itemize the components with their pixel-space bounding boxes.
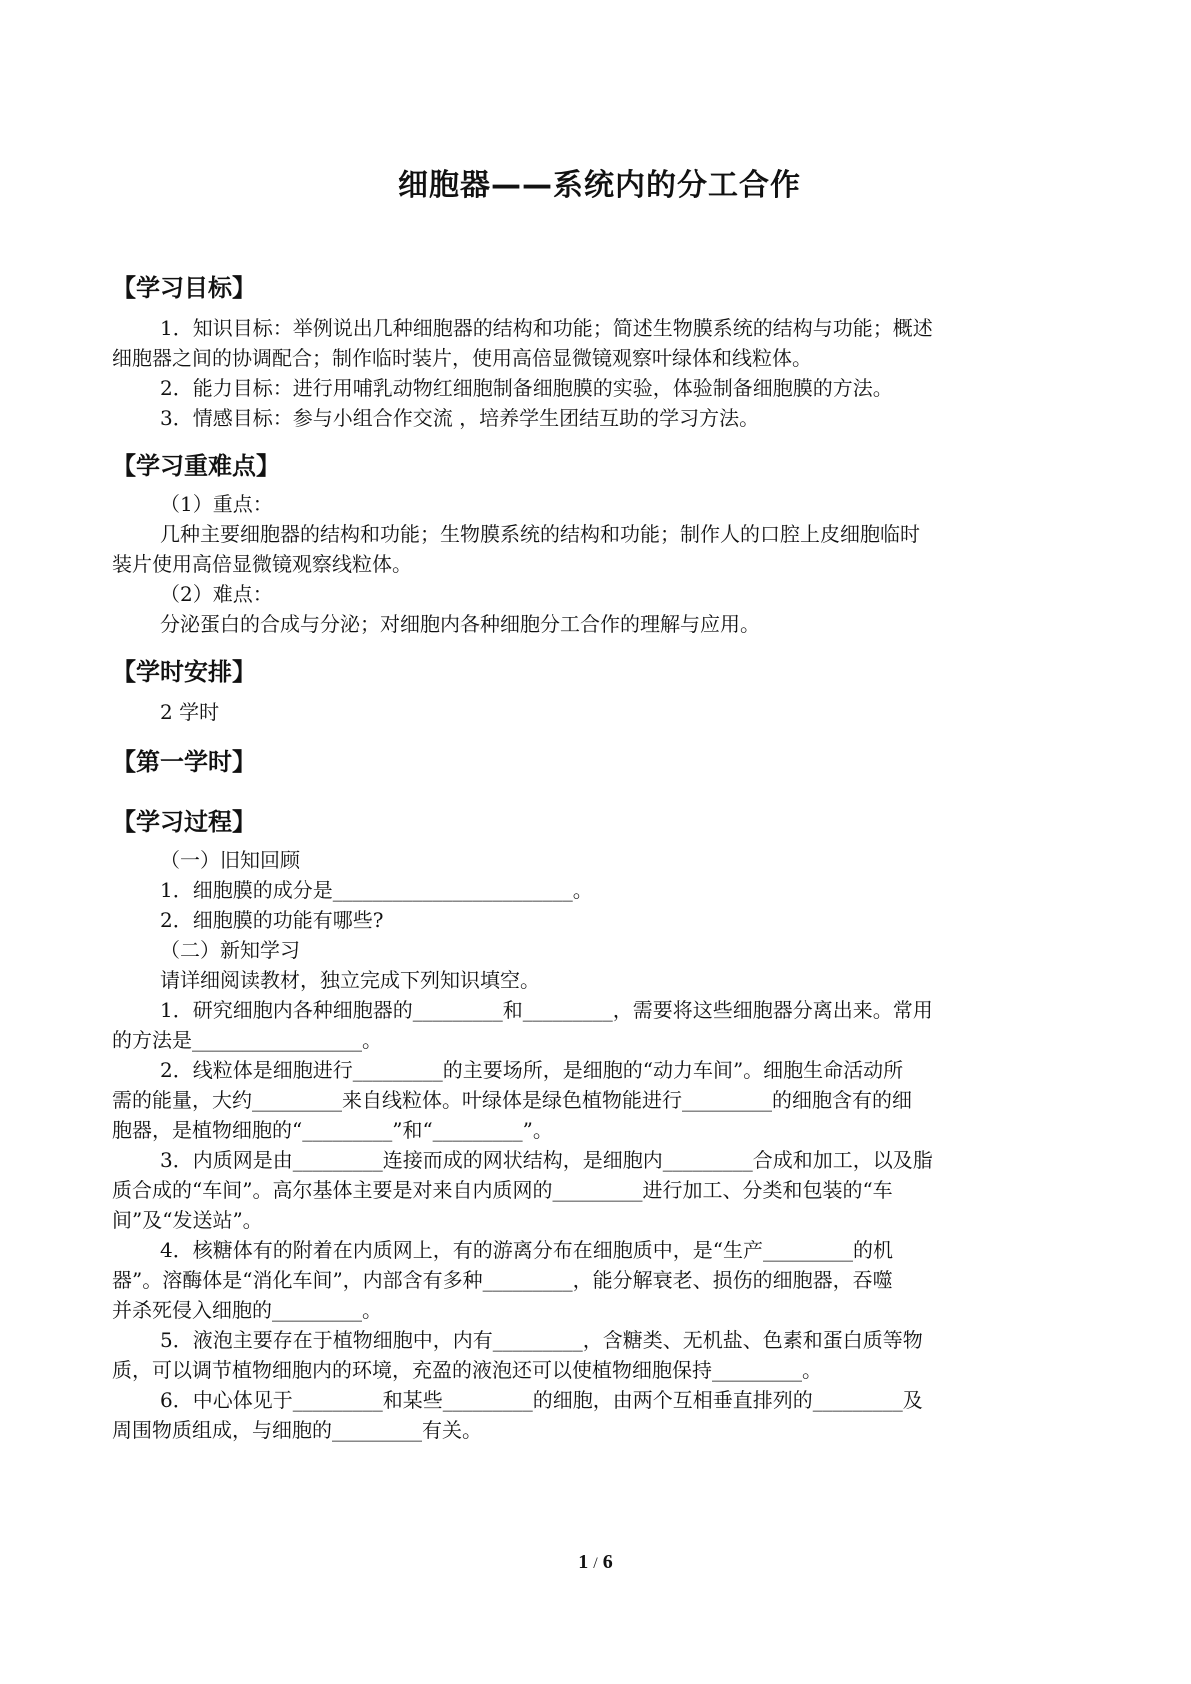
key-point-2-label: （2）难点： (160, 582, 273, 606)
goal-2: 2．能力目标：进行用哺乳动物红细胞制备细胞膜的实验，体验制备细胞膜的方法。 (160, 376, 893, 400)
new-learning-intro: 请详细阅读教材，独立完成下列知识填空。 (160, 968, 540, 992)
schedule-value: 2 学时 (160, 700, 220, 724)
page-current: 1 (578, 1551, 589, 1573)
question-3-line-1: 3．内质网是由_________连接而成的网状结构，是细胞内_________合成和加工，以及脂 (160, 1148, 933, 1172)
question-6-line-1: 6．中心体见于_________和某些_________的细胞，由两个互相垂直排列的_________及 (160, 1388, 923, 1412)
question-3-line-3: 间”及“发送站”。 (112, 1208, 263, 1232)
review-label: （一）旧知回顾 (160, 848, 300, 872)
schedule-heading: 【学时安排】 (112, 658, 256, 686)
goal-3: 3．情感目标：参与小组合作交流 ，培养学生团结互助的学习方法。 (160, 406, 760, 430)
key-point-1-label: （1）重点： (160, 492, 273, 516)
question-4-line-2: 器”。溶酶体是“消化车间”，内部含有多种_________，能分解衰老、损伤的细胞器，吞噬 (112, 1268, 893, 1292)
review-question-2: 2．细胞膜的功能有哪些? (160, 908, 384, 932)
key-point-1-line-1: 几种主要细胞器的结构和功能；生物膜系统的结构和功能；制作人的口腔上皮细胞临时 (160, 522, 920, 546)
goal-1-line-2: 细胞器之间的协调配合；制作临时装片，使用高倍显微镜观察叶绿体和线粒体。 (112, 346, 812, 370)
question-5-line-1: 5．液泡主要存在于植物细胞中，内有_________，含糖类、无机盐、色素和蛋白质等物 (160, 1328, 923, 1352)
page-number (0, 1551, 1191, 1574)
process-heading: 【学习过程】 (112, 808, 256, 836)
question-1-line-2: 的方法是_________________。 (112, 1028, 382, 1052)
question-2-line-3: 胞器，是植物细胞的“_________”和“_________”。 (112, 1118, 553, 1142)
question-4-line-3: 并杀死侵入细胞的_________。 (112, 1298, 382, 1322)
question-4-line-1: 4．核糖体有的附着在内质网上，有的游离分布在细胞质中，是“生产_________的机 (160, 1238, 893, 1262)
question-2-line-1: 2．线粒体是细胞进行_________的主要场所，是细胞的“动力车间”。细胞生命活动所 (160, 1058, 904, 1082)
goals-heading: 【学习目标】 (112, 274, 256, 302)
question-3-line-2: 质合成的“车间”。高尔基体主要是对来自内质网的_________进行加工、分类和包装的“车 (112, 1178, 893, 1202)
question-5-line-2: 质，可以调节植物细胞内的环境，充盈的液泡还可以使植物细胞保持_________。 (112, 1358, 822, 1382)
new-learning-label: （二）新知学习 (160, 938, 300, 962)
page-title: 细胞器——系统内的分工合作 (398, 168, 801, 203)
first-session-heading: 【第一学时】 (112, 748, 256, 776)
page-separator: / (593, 1555, 598, 1572)
question-2-line-2: 需的能量，大约_________来自线粒体。叶绿体是绿色植物能进行_________的细胞含有的细 (112, 1088, 912, 1112)
question-1-line-1: 1．研究细胞内各种细胞器的_________和_________，需要将这些细胞器分离出来。常用 (160, 998, 933, 1022)
key-point-2: 分泌蛋白的合成与分泌；对细胞内各种细胞分工合作的理解与应用。 (160, 612, 760, 636)
page-total: 6 (602, 1551, 613, 1573)
goal-1-line-1: 1．知识目标：举例说出几种细胞器的结构和功能；简述生物膜系统的结构与功能；概述 (160, 316, 933, 340)
key-points-heading: 【学习重难点】 (112, 452, 280, 480)
question-6-line-2: 周围物质组成，与细胞的_________有关。 (112, 1418, 482, 1442)
key-point-1-line-2: 装片使用高倍显微镜观察线粒体。 (112, 552, 412, 576)
review-question-1: 1．细胞膜的成分是________________________。 (160, 878, 593, 902)
